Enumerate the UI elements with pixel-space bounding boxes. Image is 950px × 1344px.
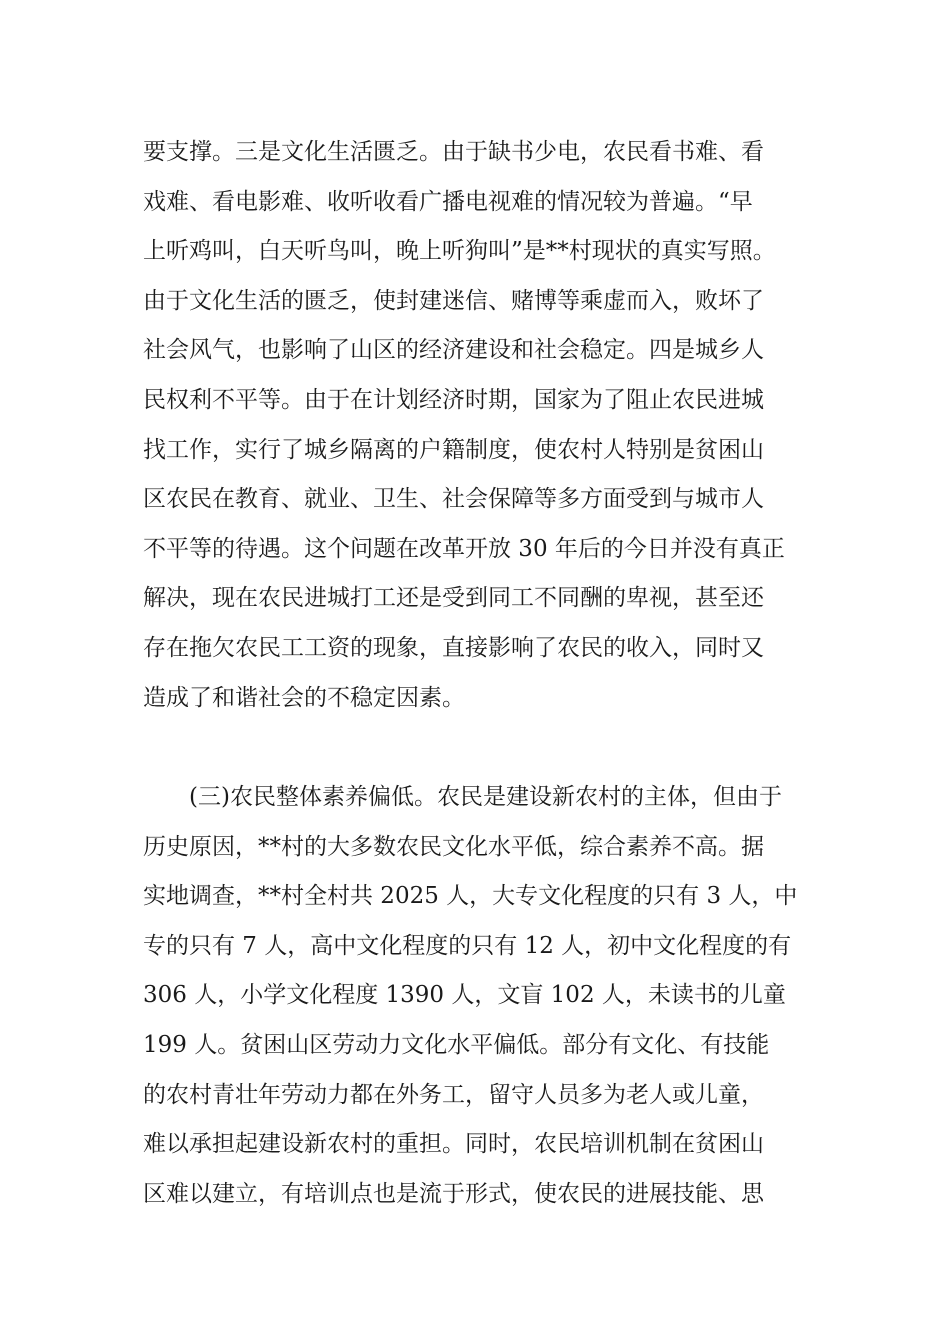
text-line: 区农民在教育、就业、卫生、社会保障等多方面受到与城市人	[143, 486, 764, 513]
text-line: 实地调查，**村全村共 2025 人，大专文化程度的只有 3 人，中	[143, 883, 798, 910]
text-line: 民权利不平等。由于在计划经济时期，国家为了阻止农民进城	[143, 386, 764, 413]
text-line: 存在拖欠农民工工资的现象，直接影响了农民的收入，同时又	[143, 634, 764, 661]
text-line: 难以承担起建设新农村的重担。同时，农民培训机制在贫困山	[143, 1131, 764, 1158]
text-line: 找工作，实行了城乡隔离的户籍制度，使农村人特别是贫困山	[143, 436, 764, 463]
text-line: 要支撑。三是文化生活匮乏。由于缺书少电，农民看书难、看	[143, 139, 764, 165]
paragraph-culture-and-rights	[143, 128, 843, 723]
text-line: 由于文化生活的匮乏，使封建迷信、赌博等乘虚而入，败坏了	[143, 287, 764, 314]
text-line: 专的只有 7 人，高中文化程度的只有 12 人，初中文化程度的有	[143, 932, 792, 959]
text-line: 区难以建立，有培训点也是流于形式，使农民的进展技能、思	[143, 1180, 764, 1207]
text-line: 上听鸡叫，白天听鸟叫，晚上听狗叫”是**村现状的真实写照。	[143, 238, 776, 265]
text-line: 造成了和谐社会的不稳定因素。	[143, 684, 465, 711]
text-line: 306 人，小学文化程度 1390 人，文盲 102 人，未读书的儿童	[143, 982, 786, 1009]
paragraph-farmer-literacy	[143, 773, 843, 1219]
text-line: 不平等的待遇。这个问题在改革开放 30 年后的今日并没有真正	[143, 535, 785, 562]
text-line: (三)农民整体素养偏低。农民是建设新农村的主体，但由于	[189, 784, 782, 810]
text-line: 社会风气，也影响了山区的经济建设和社会稳定。四是城乡人	[143, 337, 764, 364]
text-line: 的农村青壮年劳动力都在外务工，留守人员多为老人或儿童，	[143, 1081, 764, 1108]
text-line: 戏难、看电影难、收听收看广播电视难的情况较为普遍。“早	[143, 188, 753, 215]
text-line: 199 人。贫困山区劳动力文化水平偏低。部分有文化、有技能	[143, 1031, 770, 1058]
text-line: 解决，现在农民进城打工还是受到同工不同酬的卑视，甚至还	[143, 585, 764, 612]
text-line: 历史原因，**村的大多数农民文化水平低，综合素养不高。据	[143, 833, 764, 860]
